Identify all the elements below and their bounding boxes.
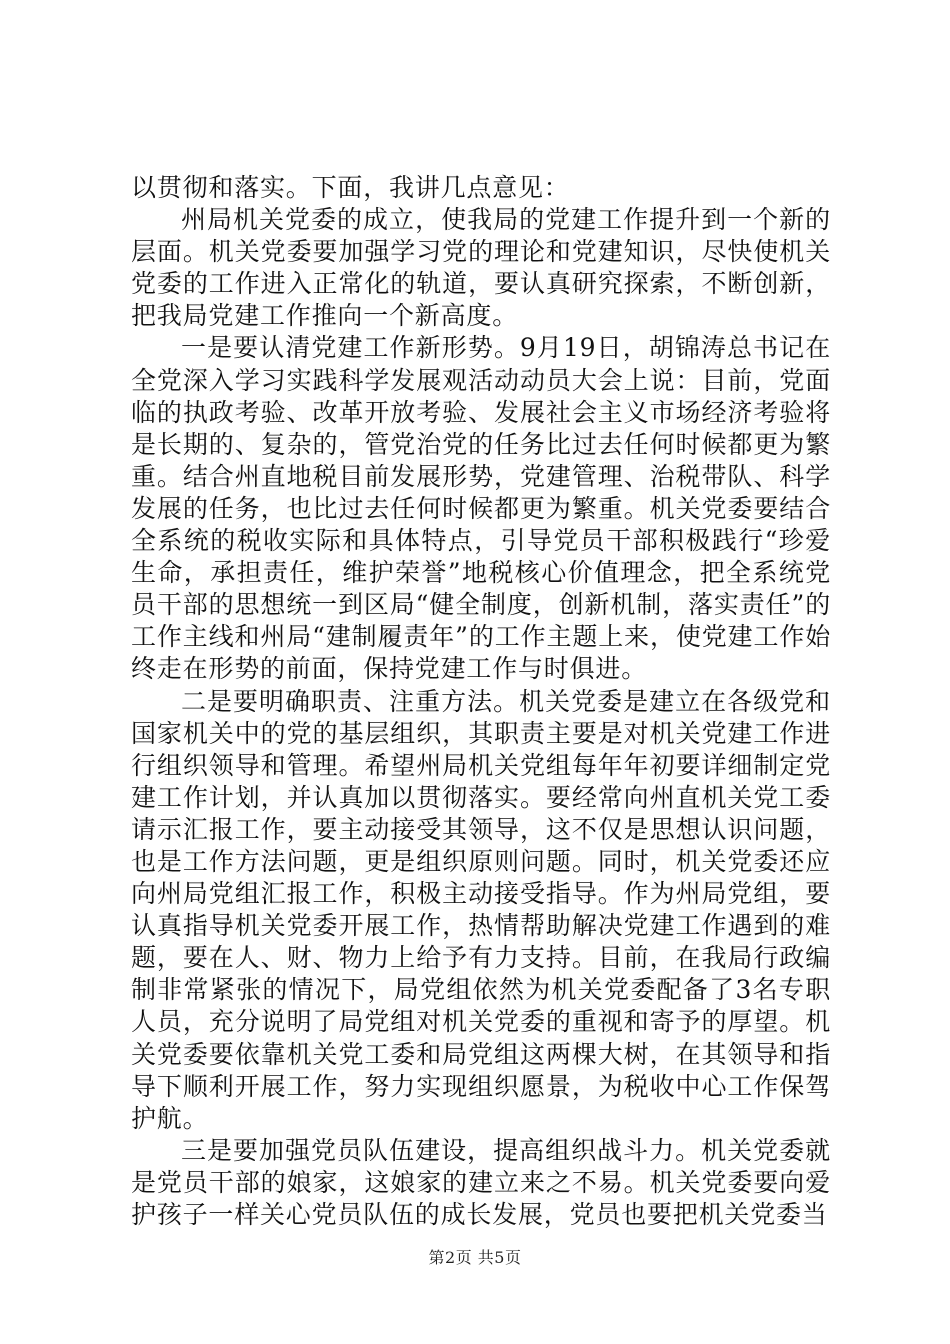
- paragraph-intro: 州局机关党委的成立，使我局的党建工作提升到一个新的层面。机关党委要加强学习党的理论和党建知识，尽快使机关党委的工作进入正常化的轨道，要认真研究探索，不断创新，把我局党建工作推向一个新高度。: [131, 205, 831, 331]
- paragraph-continuation: 以贯彻和落实。下面，我讲几点意见：: [131, 173, 570, 202]
- paragraph-point-three: 三是要加强党员队伍建设，提高组织战斗力。机关党委就是党员干部的娘家，这娘家的建立来之不易。机关党委要向爱护孩子一样关心党员队伍的成长发展，党员也要把机关党委当: [131, 1135, 831, 1229]
- paragraph-point-two: 二是要明确职责、注重方法。机关党委是建立在各级党和国家机关中的党的基层组织，其职责主要是对机关党建工作进行组织领导和管理。希望州局机关党组每年年初要详细制定党建工作计划，并认真加以贯彻落实。要经常向州直机关党工委请示汇报工作，要主动接受其领导，这不仅是思想认识问题，也是工作方法问题，更是组织原则问题。同时，机关党委还应向州局党组汇报工作，积极主动接受指导。作为州局党组，要认真指导机关党委开展工作，热情帮助解决党建工作遇到的难题，要在人、财、物力上给予有力支持。目前，在我局行政编制非常紧张的情况下，局党组依然为机关党委配备了3名专职人员，充分说明了局党组对机关党委的重视和寄予的厚望。机关党委要依靠机关党工委和局党组这两棵大树，在其领导和指导下顺利开展工作，努力实现组织愿景，为税收中心工作保驾护航。: [131, 686, 831, 1133]
- document-body: [131, 172, 831, 1231]
- paragraph-point-one: 一是要认清党建工作新形势。9月19日，胡锦涛总书记在全党深入学习实践科学发展观活动动员大会上说：目前，党面临的执政考验、改革开放考验、发展社会主义市场经济考验将是长期的、复杂的，管党治党的任务比过去任何时候都更为繁重。结合州直地税目前发展形势，党建管理、治税带队、科学发展的任务，也比过去任何时候都更为繁重。机关党委要结合全系统的税收实际和具体特点，引导党员干部积极践行“珍爱生命，承担责任，维护荣誉”地税核心价值理念，把全系统党员干部的思想统一到区局“健全制度，创新机制，落实责任”的工作主线和州局“建制履责年”的工作主题上来，使党建工作始终走在形势的前面，保持党建工作与时俱进。: [131, 333, 831, 684]
- page-number-footer: 第2页 共5页: [428, 1248, 522, 1267]
